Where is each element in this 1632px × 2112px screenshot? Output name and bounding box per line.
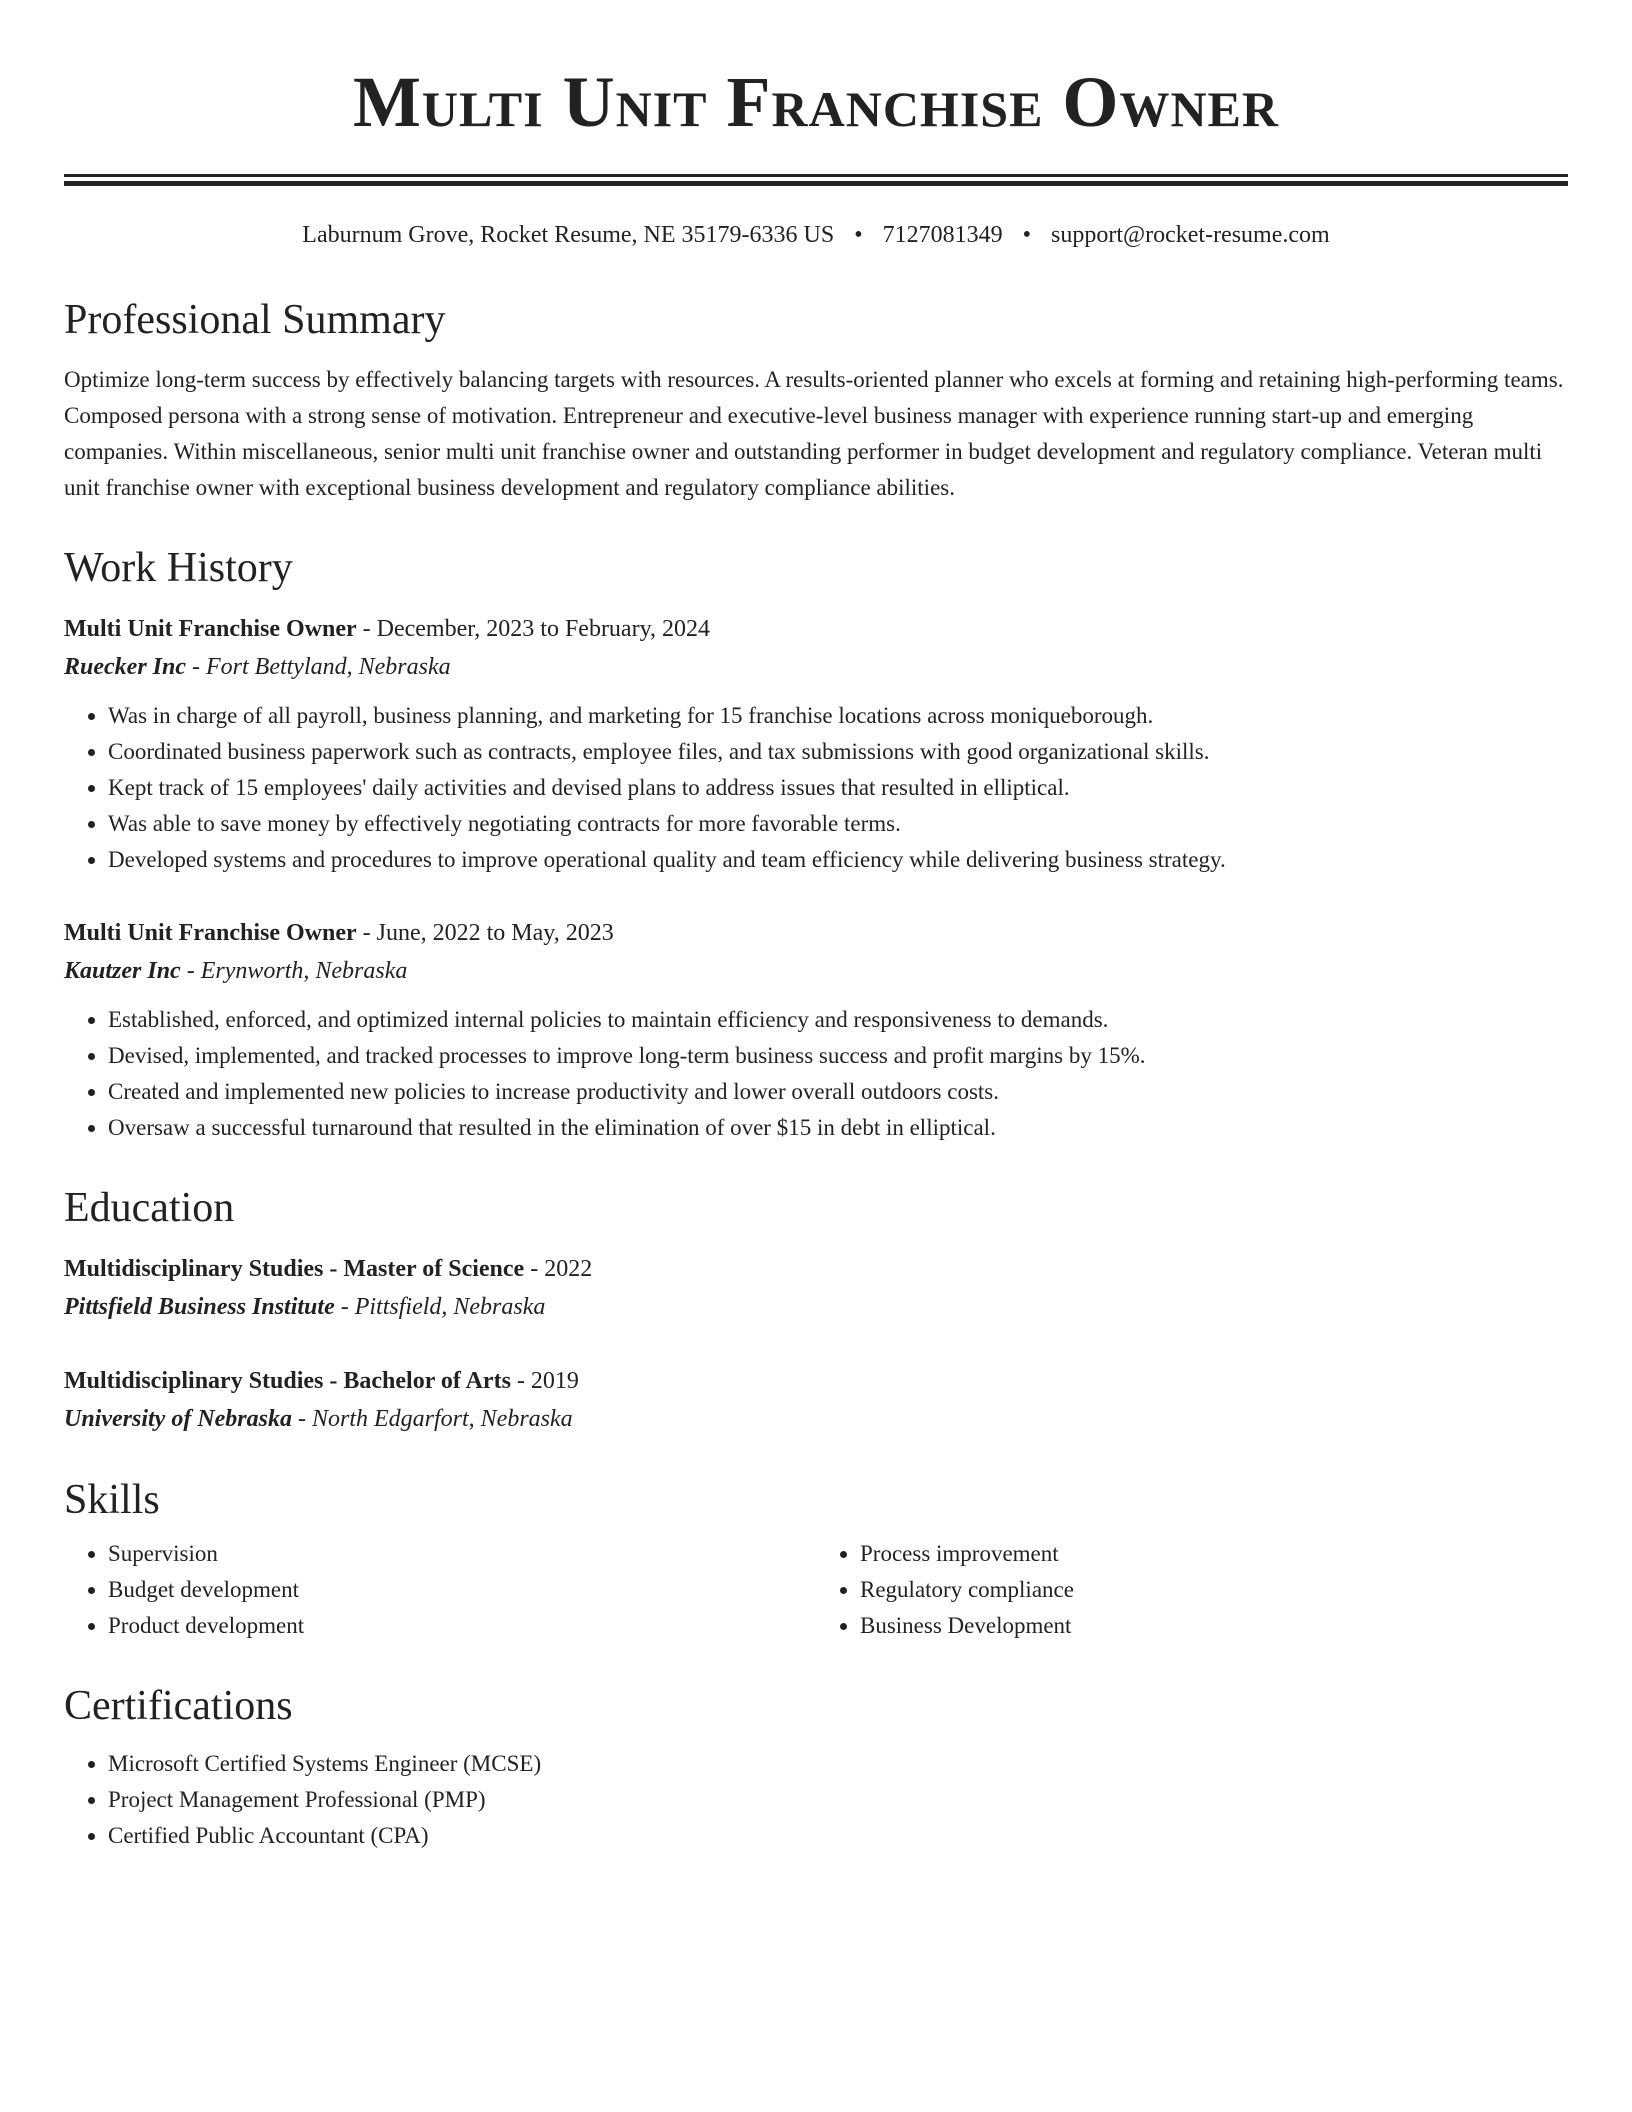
contact-line bbox=[64, 220, 1568, 250]
degree-name: Multidisciplinary Studies - Master of Science bbox=[64, 1256, 525, 1282]
skills-heading: Skills bbox=[64, 1477, 160, 1523]
job-bullet: • Kept track of 15 employees' daily activities and devised plans to address issues that resulted in elliptical. bbox=[108, 770, 1568, 806]
job-entry bbox=[64, 610, 1568, 878]
skill-item: • Process improvement bbox=[860, 1536, 1568, 1572]
job-company: Kautzer Inc bbox=[64, 958, 181, 984]
certification-item: • Certified Public Accountant (CPA) bbox=[108, 1818, 1568, 1854]
skills-columns bbox=[64, 1536, 1568, 1644]
education-heading: Education bbox=[64, 1185, 235, 1231]
skill-item: • Budget development bbox=[108, 1572, 816, 1608]
summary-text: Optimize long-term success by effectively balancing targets with resources. A results-oriented planner who excels at forming and retaining high-performing teams. Composed persona with a strong sense of motivation. Entrepreneur and executive-level business manager with experience running start-up and emerging companies. Within miscellaneous, senior multi unit franchise owner and outstanding performer in budget development and regulatory compliance. Veteran multi unit franchise owner with exceptional business development and regulatory compliance abilities. bbox=[64, 367, 1564, 500]
job-title: Multi Unit Franchise Owner bbox=[64, 616, 357, 642]
work-history-heading: Work History bbox=[64, 545, 293, 591]
school-line bbox=[64, 1400, 1568, 1438]
job-title-line bbox=[64, 610, 1568, 648]
skill-item: • Business Development bbox=[860, 1608, 1568, 1644]
job-location: - Fort Bettyland, Nebraska bbox=[186, 654, 451, 680]
education-section bbox=[64, 1182, 1568, 1438]
skill-item: • Regulatory compliance bbox=[860, 1572, 1568, 1608]
skills-section bbox=[64, 1474, 1568, 1644]
job-bullet: • Devised, implemented, and tracked processes to improve long-term business success and profit margins by 15%. bbox=[108, 1038, 1568, 1074]
school-line bbox=[64, 1288, 1568, 1326]
job-company-line bbox=[64, 952, 1568, 990]
job-bullet: • Was in charge of all payroll, business planning, and marketing for 15 franchise locations across moniqueborough. bbox=[108, 698, 1568, 734]
header-double-rule bbox=[64, 174, 1568, 186]
education-entry bbox=[64, 1250, 1568, 1326]
certifications-section bbox=[64, 1680, 1568, 1854]
contact-email: support@rocket-resume.com bbox=[1051, 222, 1330, 248]
degree-name: Multidisciplinary Studies - Bachelor of Arts bbox=[64, 1368, 511, 1394]
summary-section bbox=[64, 294, 1568, 506]
contact-separator: • bbox=[854, 222, 863, 248]
job-bullet: • Created and implemented new policies to increase productivity and lower overall outdoors costs. bbox=[108, 1074, 1568, 1110]
certifications-heading: Certifications bbox=[64, 1683, 293, 1729]
school-name: University of Nebraska bbox=[64, 1406, 292, 1432]
job-entry bbox=[64, 914, 1568, 1146]
job-title-line bbox=[64, 914, 1568, 952]
degree-line bbox=[64, 1362, 1568, 1400]
school-location: - North Edgarfort, Nebraska bbox=[291, 1406, 573, 1432]
job-bullet: • Established, enforced, and optimized internal policies to maintain efficiency and responsiveness to demands. bbox=[108, 1002, 1568, 1038]
contact-separator: • bbox=[1022, 222, 1032, 248]
contact-phone: 7127081349 bbox=[882, 222, 1003, 248]
job-bullet: • Was able to save money by effectively negotiating contracts for more favorable terms. bbox=[108, 806, 1568, 842]
summary-heading: Professional Summary bbox=[64, 297, 446, 343]
skills-list-right bbox=[816, 1536, 1568, 1644]
job-company: Ruecker Inc bbox=[64, 654, 186, 680]
degree-year: - 2022 bbox=[524, 1256, 593, 1282]
job-title: Multi Unit Franchise Owner bbox=[64, 920, 357, 946]
skills-list-left bbox=[64, 1536, 816, 1644]
job-bullet: • Coordinated business paperwork such as contracts, employee files, and tax submissions with good organizational skills. bbox=[108, 734, 1568, 770]
education-entry bbox=[64, 1362, 1568, 1438]
job-bullet: • Developed systems and procedures to improve operational quality and team efficiency while delivering business strategy. bbox=[108, 842, 1568, 878]
school-location: - Pittsfield, Nebraska bbox=[334, 1294, 546, 1320]
work-history-section bbox=[64, 542, 1568, 1146]
skill-item: • Product development bbox=[108, 1608, 816, 1644]
degree-year: - 2019 bbox=[510, 1368, 579, 1394]
certifications-list bbox=[64, 1746, 1568, 1854]
job-location: - Erynworth, Nebraska bbox=[180, 958, 408, 984]
contact-address: Laburnum Grove, Rocket Resume, NE 35179-6336 US bbox=[302, 222, 835, 248]
job-bullet-list bbox=[64, 698, 1568, 878]
skill-item: • Supervision bbox=[108, 1536, 816, 1572]
certification-item: • Project Management Professional (PMP) bbox=[108, 1782, 1568, 1818]
job-bullet-list bbox=[64, 1002, 1568, 1146]
job-dates: - June, 2022 to May, 2023 bbox=[356, 920, 614, 946]
resume-name: Multi Unit Franchise Owner bbox=[352, 62, 1280, 142]
job-dates: - December, 2023 to February, 2024 bbox=[356, 616, 711, 642]
degree-line bbox=[64, 1250, 1568, 1288]
job-bullet: • Oversaw a successful turnaround that resulted in the elimination of over $15 in debt in elliptical. bbox=[108, 1110, 1568, 1146]
job-company-line bbox=[64, 648, 1568, 686]
certification-item: • Microsoft Certified Systems Engineer (MCSE) bbox=[108, 1746, 1568, 1782]
school-name: Pittsfield Business Institute bbox=[64, 1294, 335, 1320]
